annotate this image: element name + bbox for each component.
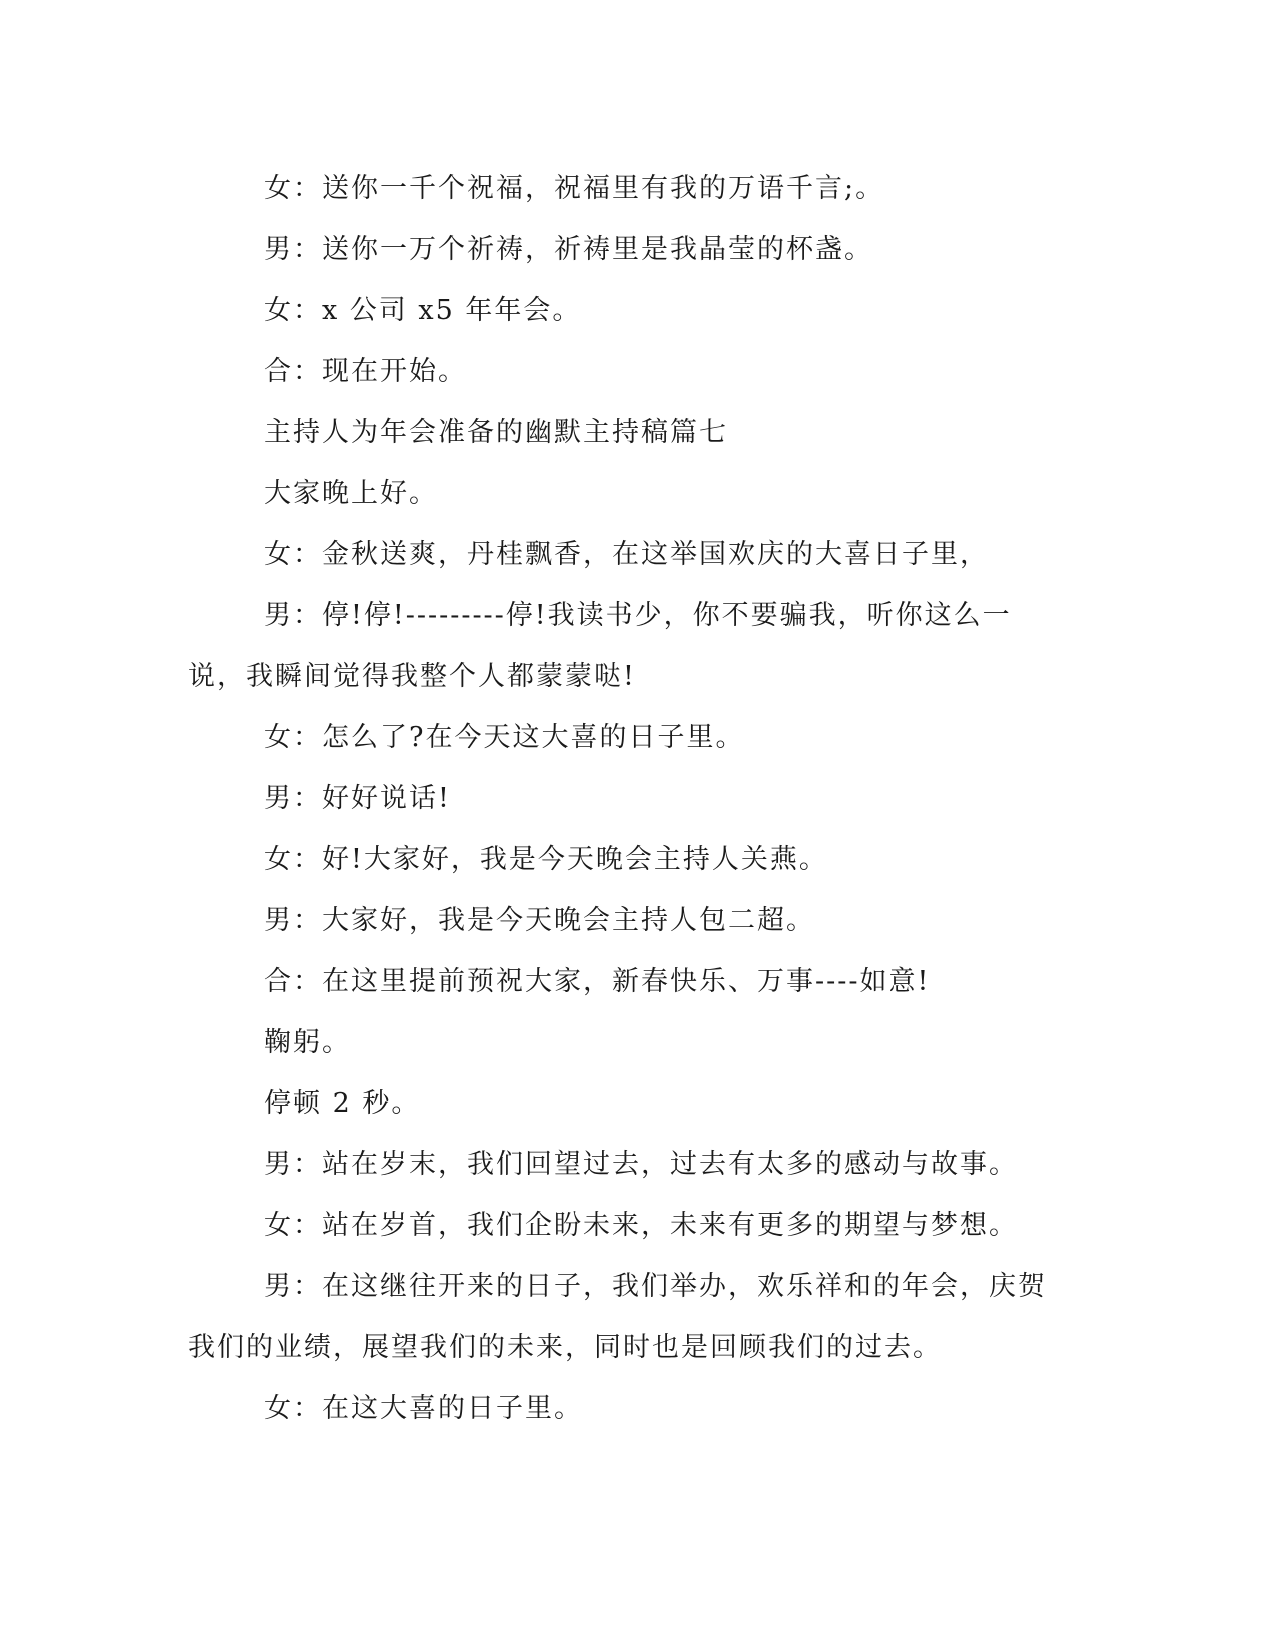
paragraph: 女：在这大喜的日子里。 (264, 1393, 583, 1424)
paragraph: 男：站在岁末，我们回望过去，过去有太多的感动与故事。 (264, 1149, 1018, 1180)
paragraph: 男：大家好，我是今天晚会主持人包二超。 (264, 905, 815, 936)
paragraph: 男：送你一万个祈祷，祈祷里是我晶莹的杯盏。 (264, 234, 873, 265)
paragraph: 女：好!大家好，我是今天晚会主持人关燕。 (264, 844, 828, 875)
paragraph: 鞠躬。 (264, 1027, 351, 1058)
paragraph: 男：好好说话! (264, 783, 451, 814)
paragraph: 合：在这里提前预祝大家，新春快乐、万事----如意! (264, 966, 931, 997)
paragraph: 男：停!停!---------停!我读书少，你不要骗我，听你这么一说，我瞬间觉得我整个人都蒙蒙哒! (188, 600, 1012, 692)
paragraph: 女：x 公司 x5 年年会。 (264, 295, 582, 326)
paragraph: 大家晚上好。 (264, 478, 438, 509)
document-body (188, 158, 1068, 1439)
paragraph: 停顿 2 秒。 (264, 1088, 421, 1119)
paragraph: 女：金秋送爽，丹桂飘香，在这举国欢庆的大喜日子里， (264, 539, 989, 570)
paragraph: 合：现在开始。 (264, 356, 467, 387)
paragraph: 女：怎么了?在今天这大喜的日子里。 (264, 722, 745, 753)
paragraph: 男：在这继往开来的日子，我们举办，欢乐祥和的年会，庆贺我们的业绩，展望我们的未来，同时也是回顾我们的过去。 (188, 1271, 1047, 1363)
paragraph: 女：送你一千个祝福，祝福里有我的万语千言;。 (264, 173, 885, 204)
section-heading: 主持人为年会准备的幽默主持稿篇七 (264, 417, 728, 448)
paragraph: 女：站在岁首，我们企盼未来，未来有更多的期望与梦想。 (264, 1210, 1018, 1241)
